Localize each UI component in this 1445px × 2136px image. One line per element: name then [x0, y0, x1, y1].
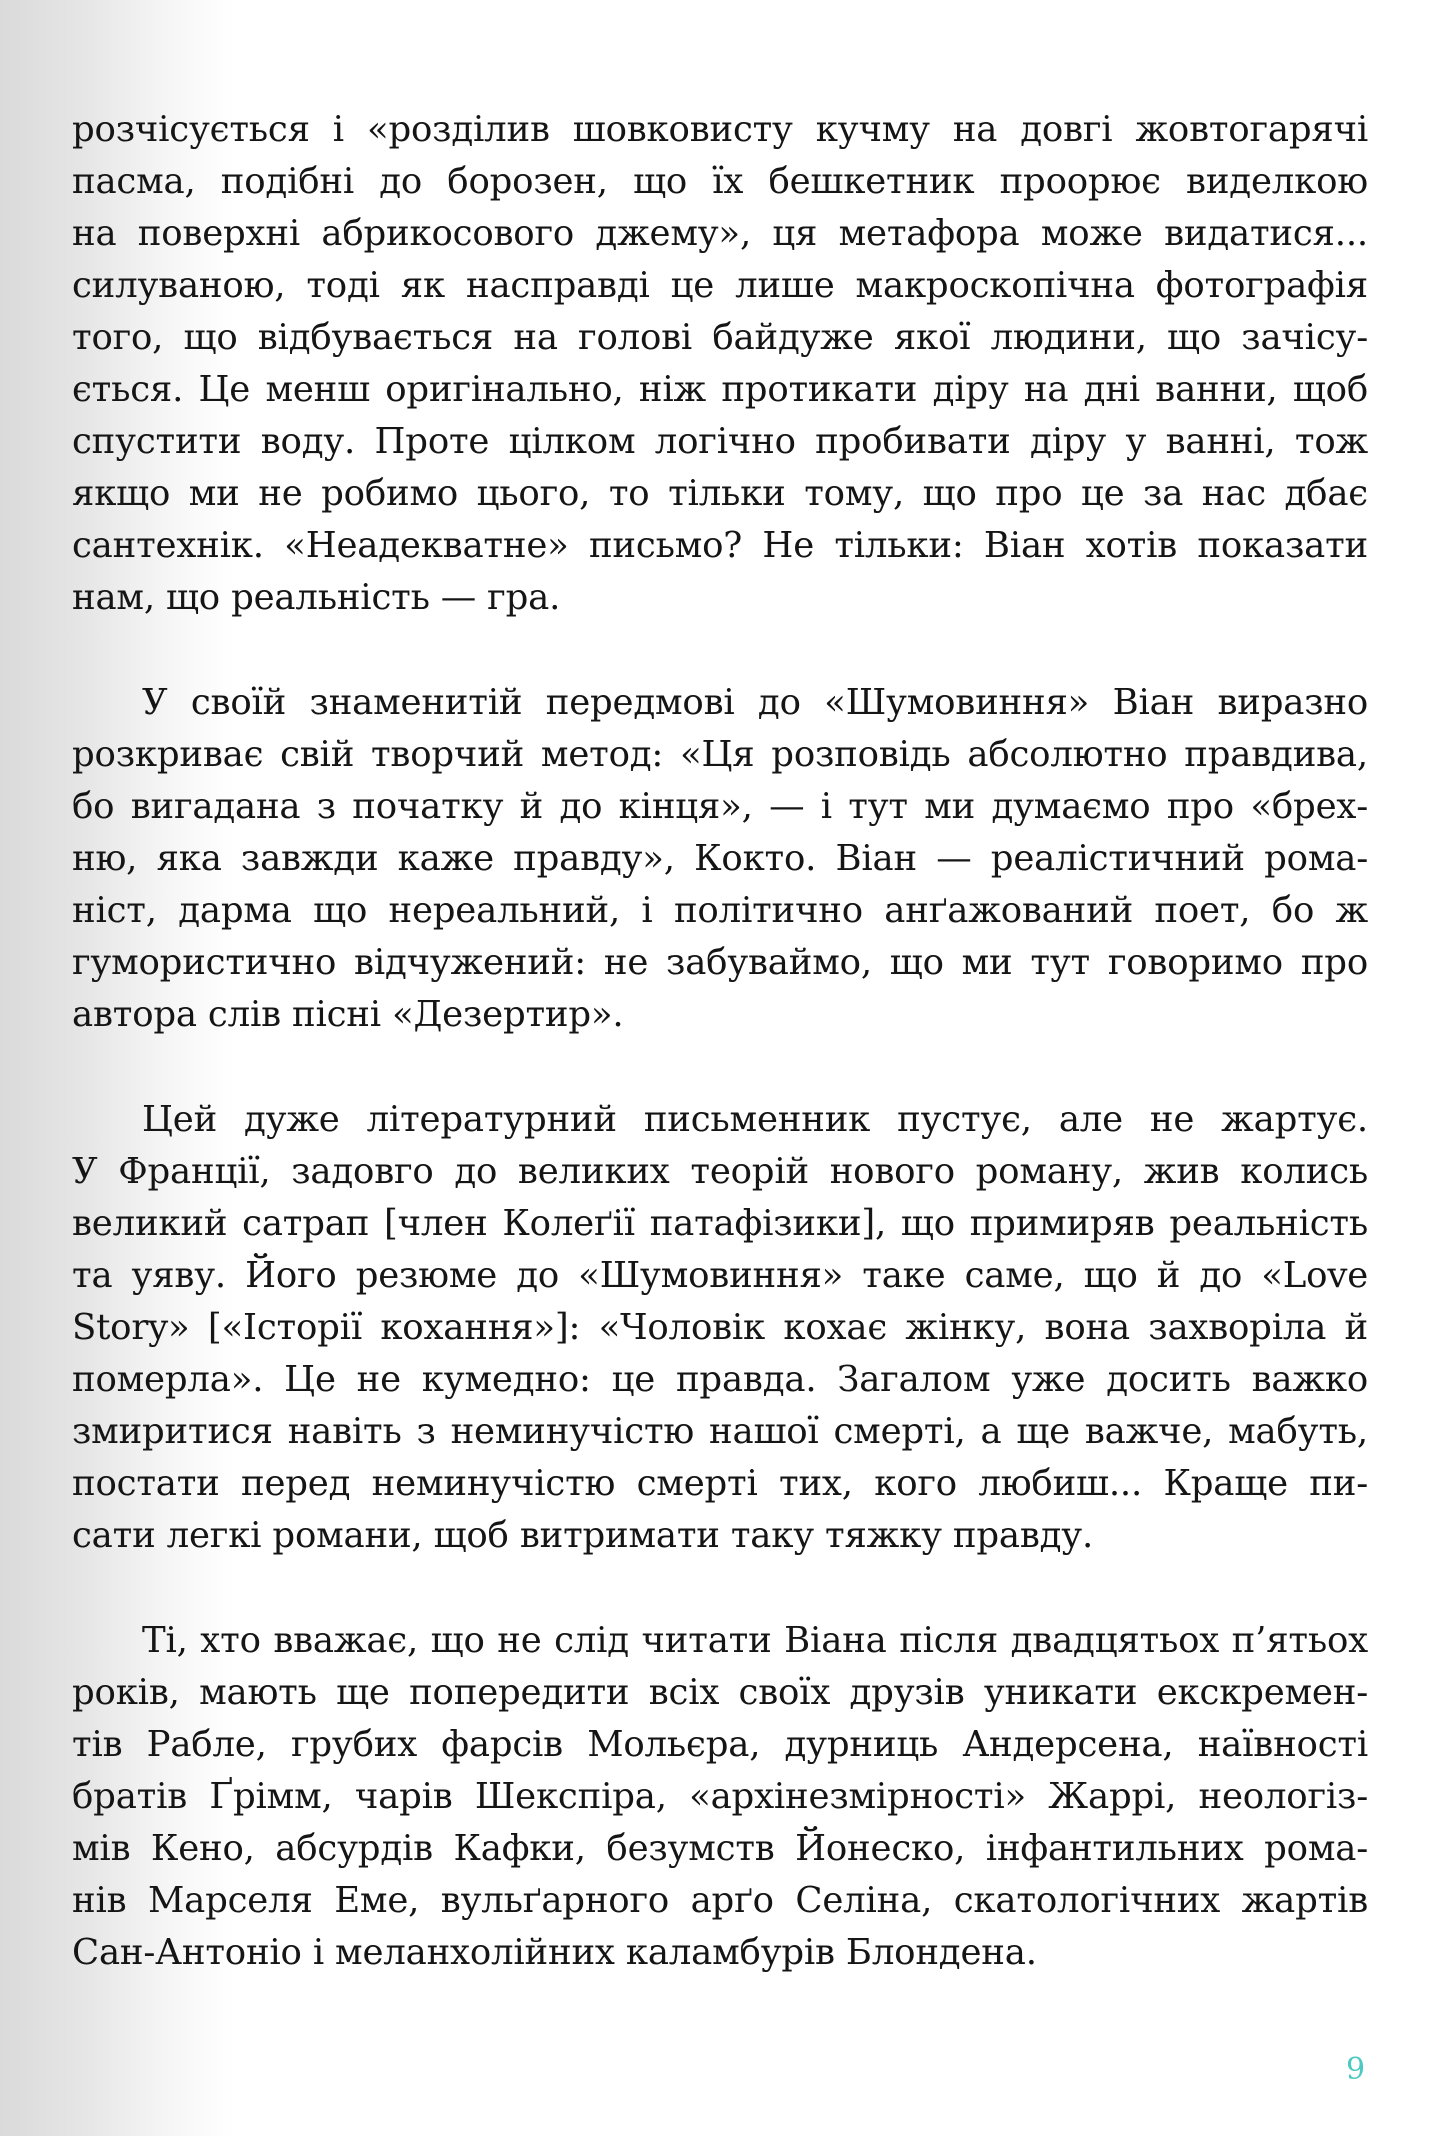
- text-line: сати легкі романи, щоб витримати таку тяжку правду.: [72, 1515, 1094, 1556]
- text-line: розчісується і «розділив шовковисту кучму на довгі жовтогарячі: [72, 109, 1368, 150]
- text-line: тів Рабле, грубих фарсів Мольєра, дурниць Андерсена, наївності: [72, 1724, 1368, 1765]
- text-line: ню, яка завжди каже правду», Кокто. Віан — реалістичний рома-: [72, 838, 1368, 879]
- text-line: на поверхні абрикосового джему», ця метафора може видатися...: [72, 213, 1368, 254]
- page-number: 9: [1346, 2052, 1366, 2087]
- text-line: Story» [«Історії кохання»]: «Чоловік кохає жінку, вона захворіла й: [72, 1307, 1368, 1348]
- text-line: сантехнік. «Неадекватне» письмо? Не тільки: Віан хотів показати: [72, 525, 1368, 566]
- page-body: [72, 104, 1368, 2032]
- text-line: якщо ми не робимо цього, то тільки тому, що про це за нас дбає: [72, 473, 1368, 514]
- text-line: розкриває свій творчий метод: «Ця розповідь абсолютно правдива,: [72, 734, 1368, 775]
- text-line: У своїй знаменитій передмові до «Шумовиння» Віан виразно: [142, 682, 1368, 723]
- text-line: автора слів пісні «Дезертир».: [72, 994, 624, 1035]
- text-line: мів Кено, абсурдів Кафки, безумств Йонеско, інфантильних рома-: [72, 1828, 1368, 1869]
- text-line: ніст, дарма що нереальний, і політично анґажований поет, бо ж: [72, 890, 1368, 931]
- text-line: У Франції, задовго до великих теорій нового роману, жив колись: [72, 1151, 1368, 1192]
- text-line: нам, що реальність — гра.: [72, 577, 561, 618]
- text-line: постати перед неминучістю смерті тих, кого любиш... Краще пи-: [72, 1463, 1368, 1504]
- text-line: спустити воду. Проте цілком логічно пробивати діру у ванні, тож: [72, 421, 1368, 462]
- text-line: гумористично відчужений: не забуваймо, що ми тут говоримо про: [72, 942, 1368, 983]
- text-line: Ті, хто вважає, що не слід читати Віана після двадцятьох п’ятьох: [142, 1620, 1368, 1661]
- paragraph-2: [72, 677, 1368, 1041]
- text-line: пасма, подібні до борозен, що їх бешкетник проорює виделкою: [72, 161, 1368, 202]
- paragraph-1: [72, 104, 1368, 624]
- text-line: та уяву. Його резюме до «Шумовиння» таке саме, що й до «Love: [72, 1255, 1368, 1296]
- text-line: великий сатрап [член Колеґії патафізики], що примиряв реальність: [72, 1203, 1368, 1244]
- paragraph-3: [72, 1094, 1368, 1562]
- text-line: бо вигадана з початку й до кінця», — і тут ми думаємо про «брех-: [72, 786, 1368, 827]
- text-line: нів Марселя Еме, вульґарного арґо Селіна, скатологічних жартів: [72, 1880, 1368, 1921]
- text-line: померла». Це не кумедно: це правда. Загалом уже досить важко: [72, 1359, 1368, 1400]
- paragraph-4: [72, 1615, 1368, 1979]
- text-line: братів Ґрімм, чарів Шекспіра, «архінезмірності» Жаррі, неологіз-: [72, 1776, 1368, 1817]
- text-line: Сан-Антоніо і меланхолійних каламбурів Блондена.: [72, 1932, 1037, 1973]
- text-line: силуваною, тоді як насправді це лише макроскопічна фотографія: [72, 265, 1368, 306]
- text-line: ється. Це менш оригінально, ніж протикати діру на дні ванни, щоб: [72, 369, 1368, 410]
- text-line: Цей дуже літературний письменник пустує, але не жартує.: [142, 1099, 1368, 1140]
- text-line: змиритися навіть з неминучістю нашої смерті, а ще важче, мабуть,: [72, 1411, 1368, 1452]
- text-line: років, мають ще попередити всіх своїх друзів уникати екскремен-: [72, 1672, 1368, 1713]
- text-line: того, що відбувається на голові байдуже якої людини, що зачісу-: [72, 317, 1368, 358]
